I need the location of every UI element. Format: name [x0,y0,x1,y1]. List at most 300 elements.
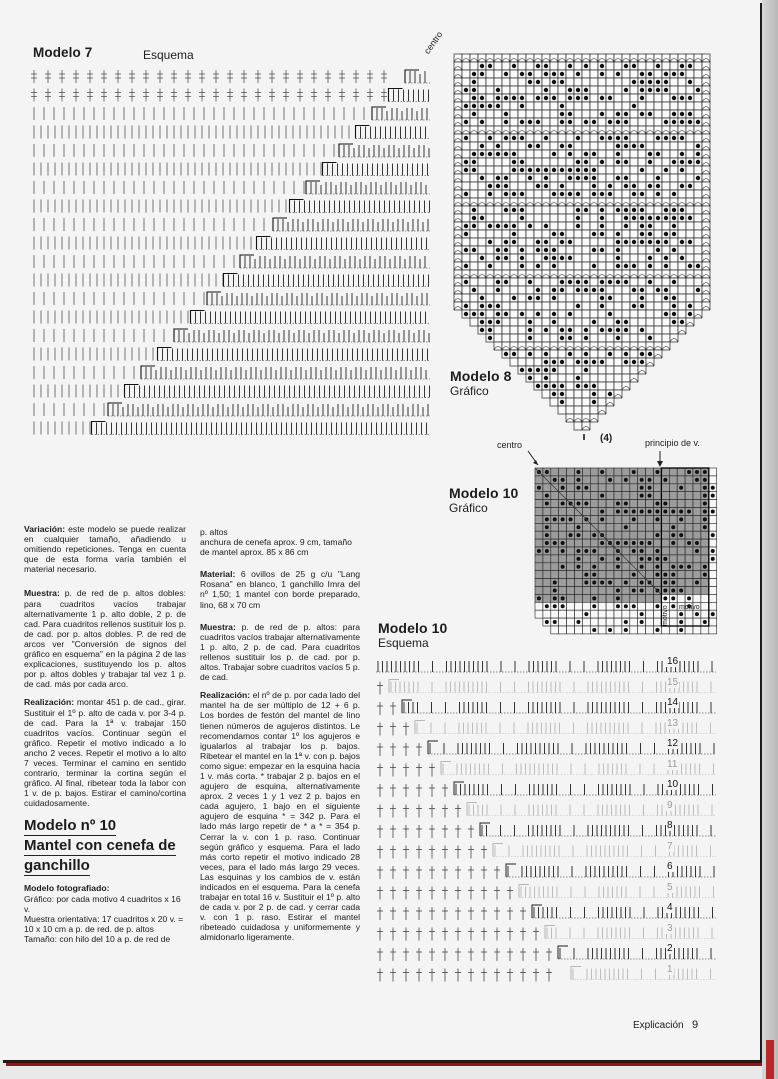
filled-dot [680,320,684,324]
filled-dot [504,352,508,356]
chart-cell [677,539,685,547]
filled-dot [584,64,588,68]
chart-cell [582,374,590,382]
chart-cell [694,238,702,246]
chart-cell [646,515,654,523]
chart-cell [598,182,606,190]
chart-cell [518,326,526,334]
filled-dot [703,494,707,498]
chart-cell [662,278,670,286]
filled-dot [616,320,620,324]
filled-dot [472,88,476,92]
chart-cell [686,150,694,158]
chart-cell [686,126,694,134]
chart-cell [662,158,670,166]
chart-cell [701,610,709,618]
filled-dot [544,64,548,68]
filled-dot [472,208,476,212]
filled-dot [528,168,532,172]
filled-dot [616,509,620,513]
filled-dot [553,581,557,585]
chart-cell [678,310,686,318]
chart-cell [646,190,654,198]
filled-dot [576,486,580,490]
chart-cell [478,110,486,118]
chart-cell [558,366,566,374]
material-text: 6 ovillos de 25 g c/u "Lang Rosana" en blanco, 1 ganchillo Imra del nº 1,50; 1 mantel con borde preparado, lino, 68 x 70 cm [200,569,361,610]
chart-cell [654,579,662,587]
chart-cell [486,310,494,318]
chart-cell [614,515,622,523]
row-number: 14 [667,697,679,708]
chart-cell [478,262,486,270]
chart-cell [693,484,701,492]
chart-cell [686,278,694,286]
chart-cell [630,555,638,563]
chart-cell [709,594,717,602]
chart-cell [685,555,693,563]
chart-cell [550,374,558,382]
filled-dot [560,280,564,284]
filled-dot [680,136,684,140]
filled-dot [584,328,588,332]
chart-cell [702,142,710,150]
filled-dot [520,312,524,316]
chart-cell [494,70,502,78]
chart-cell [534,54,542,62]
filled-dot [568,312,572,316]
mid-muestra-label: Muestra: [200,621,236,632]
filled-dot [480,176,484,180]
filled-dot [584,581,588,585]
chart-cell [630,94,638,102]
chart-cell [535,610,543,618]
row-number: 16 [667,656,679,667]
filled-dot [545,620,549,624]
filled-dot [568,176,572,180]
filled-dot [560,288,564,292]
chart-cell [542,230,550,238]
row-number: 8 [667,820,673,831]
chart-cell [622,54,630,62]
chart-cell [614,350,622,358]
filled-dot [600,328,604,332]
filled-dot [536,120,540,124]
chart-cell [526,286,534,294]
chart-cell [502,342,510,350]
chart-cell [702,254,710,262]
filled-dot [664,288,668,292]
chart-cell [646,523,654,531]
filled-dot [584,502,588,506]
chart-cell [654,342,662,350]
chart-cell [486,198,494,206]
filled-dot [537,486,541,490]
chart-cell [574,62,582,70]
chart-cell [486,158,494,166]
filled-dot [640,208,644,212]
chart-cell [606,70,614,78]
chart-cell [646,547,654,555]
chart-cell [709,626,717,634]
chart-cell [677,555,685,563]
filled-dot [664,240,668,244]
filled-dot [552,232,556,236]
chart-cell [638,278,646,286]
filled-dot [496,88,500,92]
filled-dot [679,588,683,592]
filled-dot [504,184,508,188]
filled-dot [584,280,588,284]
filled-dot [480,64,484,68]
chart-cell [550,182,558,190]
filled-dot [688,184,692,188]
chart-cell [702,190,710,198]
chart-cell [686,222,694,230]
chart-cell [510,110,518,118]
chart-cell [478,206,486,214]
filled-dot [680,184,684,188]
chart-cell [558,318,566,326]
filled-dot [576,502,580,506]
chart-cell [638,366,646,374]
chart-cell [606,382,614,390]
chart-cell [654,294,662,302]
chart-cell [535,571,543,579]
chart-cell [478,78,486,86]
chart-cell [535,555,543,563]
chart-cell [678,246,686,254]
filled-dot [608,120,612,124]
chart-cell [638,500,646,508]
filled-dot [656,216,660,220]
chart-cell [470,118,478,126]
filled-dot [640,328,644,332]
chart-cell [590,94,598,102]
chart-cell [678,190,686,198]
chart-cell [567,508,575,516]
chart-cell [606,86,614,94]
chart-cell [614,222,622,230]
filled-dot [688,64,692,68]
chart-cell [662,182,670,190]
step-corner [240,255,254,268]
chart-cell [630,158,638,166]
filled-dot [640,541,644,545]
chart-cell [454,158,462,166]
filled-dot [592,400,596,404]
chart-cell [558,206,566,214]
chart-cell [590,222,598,230]
foto-grafico: Gráfico: por cada motivo 4 cuadritos x 16 v. [24,893,181,914]
filled-dot [696,288,700,292]
chart-cell [661,531,669,539]
filled-dot [520,72,524,76]
chart-cell [638,158,646,166]
chart-cell [662,110,670,118]
chart-cell [590,126,598,134]
filled-dot [663,502,667,506]
chart-cell [638,174,646,182]
filled-dot [464,312,468,316]
chart-cell [543,594,551,602]
chart-cell [685,484,693,492]
filled-dot [560,184,564,188]
chart-cell [470,318,478,326]
chart-cell [590,366,598,374]
chart-cell [462,294,470,302]
filled-dot [472,96,476,100]
chart-cell [622,342,630,350]
step-corner [454,782,464,795]
chart-cell [694,110,702,118]
chart-cell [638,126,646,134]
filled-dot [655,517,659,521]
chart-cell [551,555,559,563]
chart-cell [558,126,566,134]
heading-line-3: ganchillo [24,857,90,875]
chart-cell [678,302,686,310]
filled-dot [545,470,549,474]
chart-cell [462,78,470,86]
chart-cell [566,70,574,78]
chart-cell [486,246,494,254]
chart-cell [494,294,502,302]
chart-cell [526,182,534,190]
filled-dot [504,312,508,316]
chart-cell [701,626,709,634]
chart-cell [510,270,518,278]
filled-dot [672,232,676,236]
filled-dot [553,517,557,521]
chart-cell [614,214,622,222]
filled-dot [616,240,620,244]
step-corner [257,237,271,250]
filled-dot [592,168,596,172]
chart-cell [559,523,567,531]
filled-dot [545,533,549,537]
chart-cell [654,278,662,286]
chart-cell [702,238,710,246]
chart-cell [701,539,709,547]
filled-dot [632,240,636,244]
chart-cell [709,500,717,508]
chart-cell [702,206,710,214]
chart-cell [526,342,534,350]
filled-dot [640,224,644,228]
chart-cell [702,246,710,254]
filled-dot [464,136,468,140]
chart-cell [470,238,478,246]
chart-cell [582,468,590,476]
filled-dot [672,312,676,316]
filled-dot [640,581,644,585]
principio-label: principio de v. [645,438,700,448]
row-number: 11 [667,758,678,770]
variacion-text: este modelo se puede realizar en cualquier tamaño, añadiendo u omitiendo repeticiones. Tenga en cuenta que de esta forma varía también el material necesario. [24,524,186,575]
chart-cell [701,594,709,602]
chart-cell [614,190,622,198]
filled-dot [504,224,508,228]
chart-cell [677,523,685,531]
chart-cell [702,158,710,166]
chart-cell [606,198,614,206]
chart-cell [630,174,638,182]
row-number: 2 [667,943,673,954]
filled-dot [600,224,604,228]
chart-cell [694,246,702,254]
chart-cell [590,206,598,214]
chart-cell [677,579,685,587]
chart-cell [654,230,662,238]
chart-cell [678,278,686,286]
filled-dot [568,168,572,172]
chart-cell [614,62,622,70]
chart-cell [558,158,566,166]
filled-dot [464,120,468,124]
chart-cell [574,390,582,398]
chart-cell [630,110,638,118]
chart-cell [638,468,646,476]
chart-cell [638,118,646,126]
filled-dot [512,224,516,228]
filled-dot [536,240,540,244]
filled-dot [663,596,667,600]
chart-cell [694,206,702,214]
filled-dot [512,152,516,156]
step-corner [467,803,477,816]
chart-cell [510,334,518,342]
chart-cell [558,94,566,102]
chart-cell [702,262,710,270]
chart-cell [534,150,542,158]
filled-dot [504,96,508,100]
chart-cell [550,222,558,230]
filled-dot [553,604,557,608]
chart-cell [454,142,462,150]
filled-dot [688,80,692,84]
chart-cell [535,579,543,587]
chart-cell [582,182,590,190]
chart-cell [638,310,646,318]
chart-cell [654,318,662,326]
chart-cell [630,198,638,206]
chart-cell [590,342,598,350]
chart-cell [510,246,518,254]
filled-dot [592,248,596,252]
filled-dot [496,320,500,324]
filled-dot [592,192,596,196]
row-number: 12 [667,738,679,749]
chart-cell [646,358,654,366]
chart-cell [486,230,494,238]
chart-cell [702,302,710,310]
filled-dot [688,112,692,116]
chart-cell [614,618,622,626]
filled-dot [680,96,684,100]
left-text-column [24,524,186,944]
filled-dot [655,533,659,537]
chart-cell [518,238,526,246]
chart-cell [526,198,534,206]
filled-dot [656,288,660,292]
chart-cell [582,78,590,86]
step-corner [174,329,188,342]
chart-cell [582,110,590,118]
chart-cell [526,358,534,366]
filled-dot [679,620,683,624]
filled-dot [536,184,540,188]
filled-dot [560,104,564,108]
filled-dot [568,240,572,244]
chart-cell [494,230,502,238]
chart-cell [502,214,510,222]
chart-cell [630,594,638,602]
chart-cell [685,523,693,531]
chart-cell [598,594,606,602]
filled-dot [672,280,676,284]
chart-cell [702,270,710,278]
filled-dot [624,320,628,324]
filled-dot [632,264,636,268]
chart-cell [534,342,542,350]
filled-dot [671,596,675,600]
filled-dot [545,549,549,553]
chart-cell [567,587,575,595]
chart-cell [559,555,567,563]
chart-cell [622,198,630,206]
chart-cell [614,294,622,302]
filled-dot [584,208,588,212]
chart-cell [542,278,550,286]
chart-cell [654,326,662,334]
chart-cell [590,78,598,86]
chart-cell [646,626,654,634]
chart-cell [654,334,662,342]
chart-cell [510,342,518,350]
chart-cell [582,230,590,238]
chart-cell [462,54,470,62]
chart-cell [535,587,543,595]
chart-cell [694,134,702,142]
filled-dot [560,144,564,148]
chart-cell [551,610,559,618]
chart-cell [478,86,486,94]
filled-dot [600,96,604,100]
chart-cell [526,54,534,62]
filled-dot [520,216,524,220]
chart-cell [702,182,710,190]
filled-dot [679,517,683,521]
chart-cell [693,508,701,516]
row-number: 4 [667,902,673,913]
chart-cell [598,126,606,134]
chart-cell [670,174,678,182]
filled-dot [600,296,604,300]
filled-dot [632,604,636,608]
filled-dot [624,280,628,284]
chart-cell [534,206,542,214]
step-corner [141,366,155,379]
chart-cell [566,214,574,222]
chart-cell [462,270,470,278]
filled-dot [655,549,659,553]
chart-cell [709,571,717,579]
filled-dot [488,264,492,268]
filled-dot [600,557,604,561]
filled-dot [561,517,565,521]
step-corner [532,905,542,918]
